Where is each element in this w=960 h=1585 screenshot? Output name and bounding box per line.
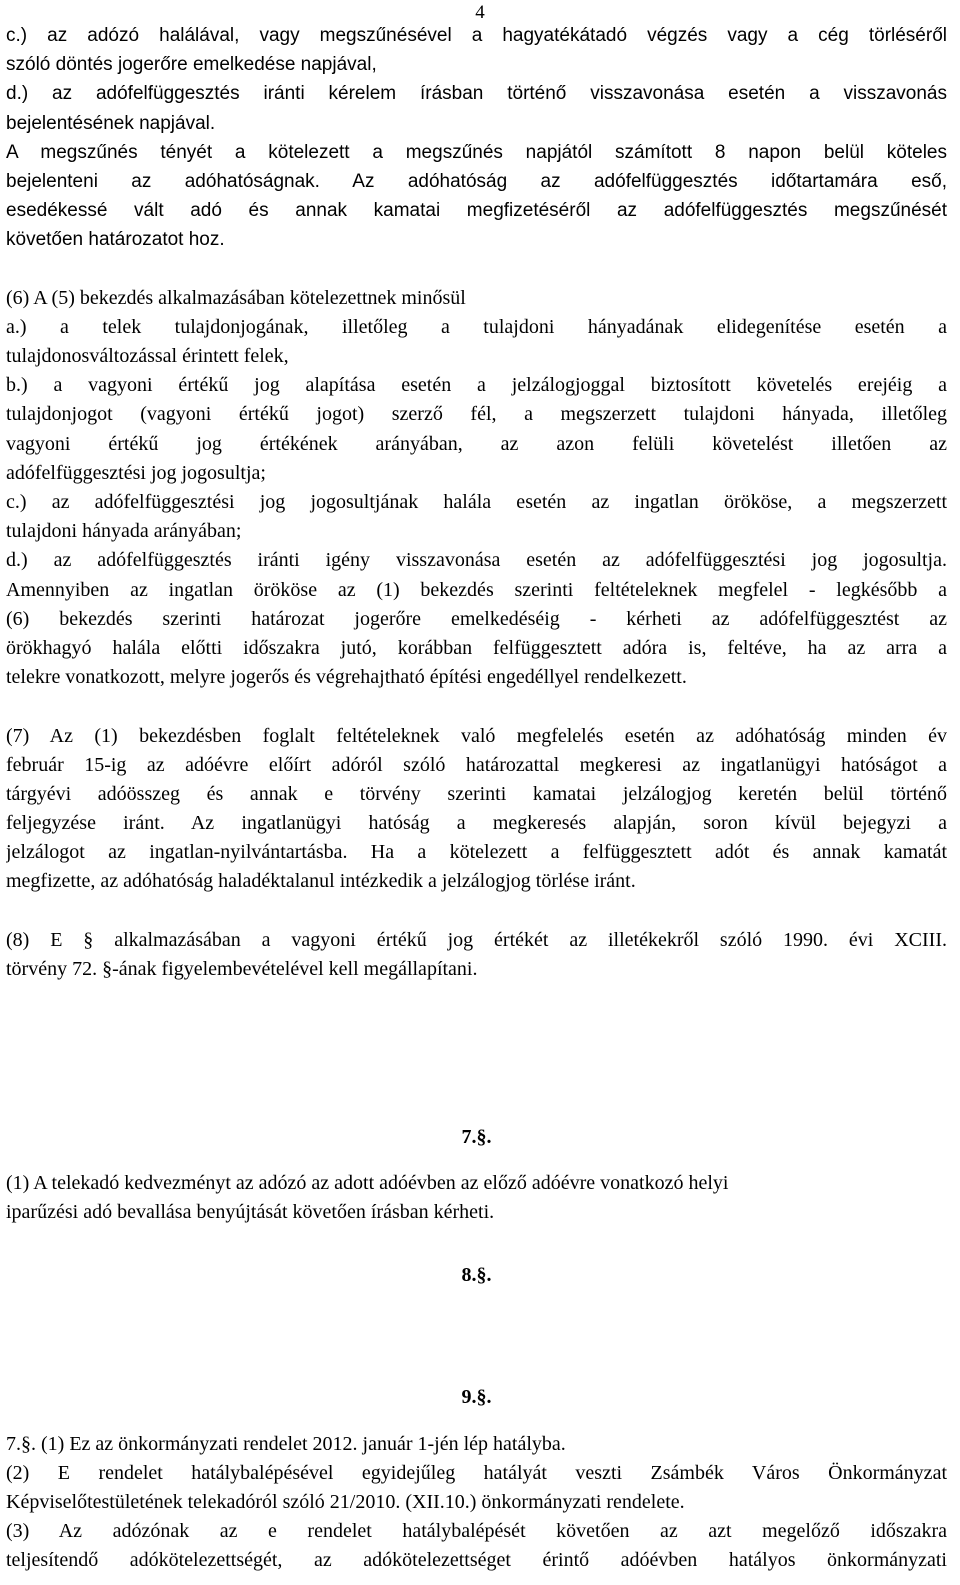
text-line: b.) a vagyoni értékű jog alapítása esetén a jelzálogjoggal biztosított követelés erejéig a: [6, 374, 947, 397]
text-line: követően határozatot hoz.: [6, 229, 225, 251]
spacer: [6, 255, 947, 284]
spacer: [6, 984, 947, 1064]
text-line: c.) az adófelfüggesztési jog jogosultjának halála esetén az ingatlan örököse, a megszerzett: [6, 491, 947, 513]
text-line: telekre vonatkozott, melyre jogerős és végrehajtható építési engedéllyel rendelkezett.: [6, 666, 687, 689]
text-line: vagyoni értékű jog értékének arányában, az azon felüli követelést illetően az: [6, 432, 947, 455]
spacer: [6, 1413, 947, 1430]
text-line: bejelenteni az adóhatóságnak. Az adóhatóság az adófelfüggesztés időtartamára eső,: [6, 170, 947, 192]
text-line: A megszűnés tényét a kötelezett a megszűnés napjától számított 8 napon belül köteles: [6, 141, 947, 163]
text-line: tulajdoni hányada arányában;: [6, 520, 242, 543]
text-line: Képviselőtestületének telekadóról szóló 21/2010. (XII.10.) önkormányzati rendelete.: [6, 1490, 685, 1513]
text-line: szóló döntés jogerőre emelkedése napjával,: [6, 54, 377, 76]
spacer: [6, 1290, 947, 1383]
paragraph-8: [6, 926, 947, 984]
text-line: teljesítendő adókötelezettségét, az adókötelezettséget érintő adóévben hatályos önkormányzati: [6, 1549, 947, 1572]
text-line: a.) a telek tulajdonjogának, illetőleg a tulajdoni hányadának elidegenítése esetén a: [6, 315, 947, 338]
text-line: tárgyévi adóösszeg és annak e törvény szerinti kamatai jelzálogjog keretén belül történő: [6, 782, 947, 805]
page-number: 4: [475, 2, 485, 23]
section-6-continuation: [6, 21, 947, 255]
text-line: (2) E rendelet hatálybalépésével egyidejűleg hatályát veszti Zsámbék Város Önkormányzat: [6, 1461, 947, 1484]
text-line: (6) A (5) bekezdés alkalmazásában kötelezettnek minősül: [6, 286, 466, 309]
paragraph-7: [6, 722, 947, 897]
text-line: bejelentésének napjával.: [6, 112, 216, 134]
text-line: törvény 72. §-ának figyelembevételével kell megállapítani.: [6, 958, 478, 980]
text-line: c.) az adózó halálával, vagy megszűnésével a hagyatékátadó végzés vagy a cég törléséről: [6, 25, 947, 46]
section-heading-9: 9.§.: [461, 1386, 492, 1409]
text-line: (8) E § alkalmazásában a vagyoni értékű jog értékét az illetékekről szóló 1990. évi XCIII.: [6, 928, 947, 951]
text-line: adófelfüggesztési jog jogosultja;: [6, 461, 266, 484]
spacer: [6, 1227, 947, 1261]
text-line: (7) Az (1) bekezdésben foglalt feltételeknek való megfelelés esetén az adóhatóság minden év: [6, 724, 947, 747]
text-line: jelzálogot az ingatlan-nyilvántartásba. Ha a kötelezett a felfüggesztett adót és annak kamatát: [6, 841, 947, 864]
text-line: (1) A telekadó kedvezményt az adózó az adott adóévben az előző adóévre vonatkozó helyi: [6, 1171, 729, 1194]
spacer: [6, 897, 947, 926]
text-line: megfizette, az adóhatóság haladéktalanul intézkedik a jelzálogjog törlése iránt.: [6, 870, 636, 893]
paragraph-6: [6, 284, 947, 693]
section-7: [6, 1169, 947, 1227]
section-heading-7: 7.§.: [461, 1125, 492, 1148]
spacer: [6, 1152, 947, 1169]
spacer: [6, 692, 947, 721]
text-line: esedékessé vált adó és annak kamatai megfizetéséről az adófelfüggesztés megszűnését: [6, 200, 947, 222]
document-body: [6, 21, 947, 1575]
section-heading-8: 8.§.: [461, 1264, 492, 1287]
section-9: [6, 1430, 947, 1576]
spacer: [6, 1093, 947, 1122]
text-line: (3) Az adózónak az e rendelet hatálybalépését követően az azt megelőző időszakra: [6, 1520, 947, 1543]
text-line: február 15-ig az adóévre előírt adóról szóló határozattal megkeresi az ingatlanügyi hatóságot a: [6, 753, 947, 776]
text-line: d.) az adófelfüggesztés iránti igény visszavonása esetén az adófelfüggesztési jog jogosultja.: [6, 549, 947, 572]
text-line: 7.§. (1) Ez az önkormányzati rendelet 2012. január 1-jén lép hatályba.: [6, 1432, 566, 1455]
text-line: tulajdonosváltozással érintett felek,: [6, 345, 289, 368]
spacer: [6, 1064, 947, 1093]
text-line: iparűzési adó bevallása benyújtását követően írásban kérheti.: [6, 1200, 495, 1223]
text-line: d.) az adófelfüggesztés iránti kérelem írásban történő visszavonása esetén a visszavonás: [6, 83, 947, 105]
text-line: (6) bekezdés szerinti határozat jogerőre emelkedéséig - kérheti az adófelfüggesztést az: [6, 607, 947, 630]
text-line: Amennyiben az ingatlan örököse az (1) bekezdés szerinti feltételeknek megfelel - legkésőbb a: [6, 578, 947, 601]
text-line: örökhagyó halála előtti időszakra jutó, korábban felfüggesztett adóra is, feltéve, ha az arra a: [6, 636, 947, 659]
text-line: feljegyzése iránt. Az ingatlanügyi hatóság a megkeresés alapján, soron kívül bejegyzi a: [6, 812, 947, 835]
text-line: tulajdonjogot (vagyoni értékű jogot) szerző fél, a megszerzett tulajdoni hányada, illetőleg: [6, 403, 947, 426]
